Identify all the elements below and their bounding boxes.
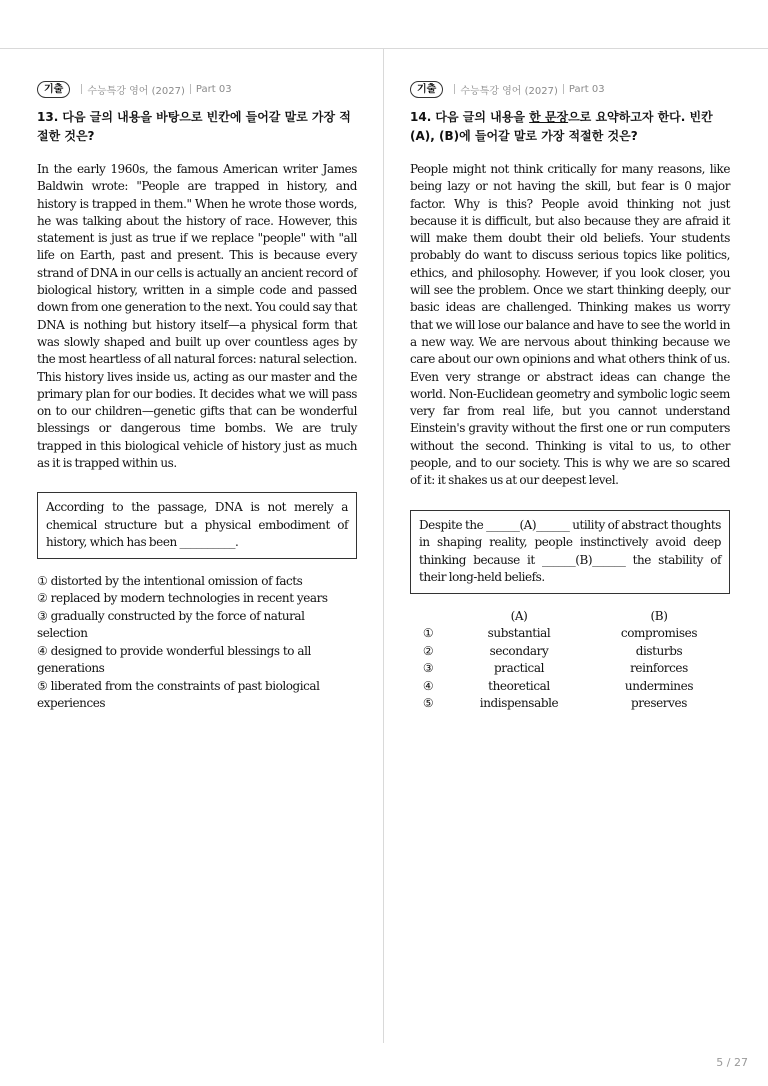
choice-1[interactable]: ① distorted by the intentional omission of facts — [37, 573, 303, 588]
option-a: substantial — [487, 626, 551, 641]
option-a: theoretical — [488, 678, 550, 693]
summary-box: According to the passage, DNA is not merely a chemical structure but a physical embodiment of history, which has been __________. — [37, 492, 357, 559]
question-meta — [37, 80, 357, 98]
question-meta — [410, 80, 730, 98]
option-b: compromises — [620, 626, 698, 641]
past-exam-badge: 기출 — [37, 81, 70, 98]
answer-row-3[interactable] — [410, 660, 730, 678]
option-a: indispensable — [479, 696, 559, 711]
answer-table-header — [410, 608, 730, 626]
source-label: 수능특강 영어 (2027) — [87, 85, 185, 97]
option-number: ① — [422, 626, 434, 641]
answer-row-5[interactable] — [410, 695, 730, 713]
part-label: Part 03 — [195, 83, 232, 95]
past-exam-badge: 기출 — [410, 81, 443, 98]
answer-choices — [37, 573, 357, 713]
choice-4[interactable]: ④ designed to provide wonderful blessings to all generations — [37, 643, 311, 676]
column-divider — [383, 48, 384, 1043]
passage-text: People might not think critically for many reasons, like being lazy or not having the skill, but fear is 0 major factor. Why is this? People avoid thinking not just because it is difficult, but also because they are afraid it will make them doubt their old beliefs. Your students probably do want to discuss serious topics like politics, ethics, and philosophy. However, if you look closer, you will see the problem. Once we start thinking deeply, our basic ideas are challenged. Thinking makes us worry that we will lose our balance and have to see the world in a new way. We are nervous about thinking because we care about our own opinions and what others think of us. Even very strange or abstract ideas can change the world. Non-Euclidean geometry and symbolic logic seem very far from real life, but you cannot understand Einstein's gravity without the first one or run computers without the second. Thinking is vital to us, to other people, and to our society. This is why we are so scared of it: it shakes us at our deepest level. — [410, 162, 730, 488]
option-b: preserves — [631, 696, 687, 711]
answer-row-2[interactable] — [410, 643, 730, 661]
question-title-underlined: 한 문장 — [529, 110, 569, 124]
question-title-end: 으로 요약하고자 한다. 빈칸 (A), (B)에 들어갈 말로 가장 적절한 것은? — [410, 110, 713, 143]
question-title — [410, 108, 730, 146]
answer-table — [410, 608, 730, 713]
question-title: 13. 다음 글의 내용을 바탕으로 빈칸에 들어갈 말로 가장 적절한 것은? — [37, 110, 351, 143]
header-rule — [0, 48, 768, 49]
choice-2[interactable]: ② replaced by modern technologies in recent years — [37, 591, 328, 606]
option-b: reinforces — [630, 661, 688, 676]
option-number: ③ — [422, 661, 434, 676]
option-b: undermines — [624, 678, 694, 693]
page-number: 5 / 27 — [716, 1056, 748, 1069]
choice-5[interactable]: ⑤ liberated from the constraints of past biological experiences — [37, 678, 320, 711]
question-14 — [410, 80, 730, 713]
answer-row-4[interactable] — [410, 678, 730, 696]
question-13 — [37, 80, 357, 713]
option-b: disturbs — [635, 643, 683, 658]
option-number: ② — [422, 643, 434, 658]
meta-separator — [190, 84, 191, 94]
column-a-header: (A) — [510, 608, 528, 623]
meta-separator — [81, 84, 82, 94]
meta-separator — [563, 84, 564, 94]
summary-box: Despite the ______(A)______ utility of abstract thoughts in shaping reality, people instinctively avoid deep thinking because it ______(B)______ the stability of their long-held beliefs. — [410, 510, 730, 594]
answer-row-1[interactable] — [410, 625, 730, 643]
option-a: practical — [493, 661, 545, 676]
passage-text: In the early 1960s, the famous American writer James Baldwin wrote: "People are trapped in history, and history is trapped in them." When he wrote those words, he was talking about the history of race. However, this statement is just as true if we replace "people" with "all life on Earth, past and present. This is because every strand of DNA in our cells is actually an ancient record of biological history, written in a simple code and passed down from one generation to the next. You could say that DNA is nothing but history itself—a physical form that was slowly shaped and built up over countless ages by the most heartless of all natural forces: natural selection. This history lives inside us, acting as our master and the primary plan for our bodies. It decides what we will pass on to our children—genetic gifts that can be wonderful blessings or dangerous time bombs. We are truly trapped in this biological vehicle of history just as much as it is trapped within us. — [37, 162, 357, 471]
part-label: Part 03 — [568, 83, 605, 95]
choice-3[interactable]: ③ gradually constructed by the force of natural selection — [37, 608, 305, 641]
column-b-header: (B) — [650, 608, 668, 623]
option-a: secondary — [489, 643, 549, 658]
option-number: ④ — [422, 678, 434, 693]
question-title-start: 14. 다음 글의 내용을 — [410, 110, 530, 124]
option-number: ⑤ — [422, 696, 434, 711]
source-label: 수능특강 영어 (2027) — [460, 85, 558, 97]
meta-separator — [454, 84, 455, 94]
